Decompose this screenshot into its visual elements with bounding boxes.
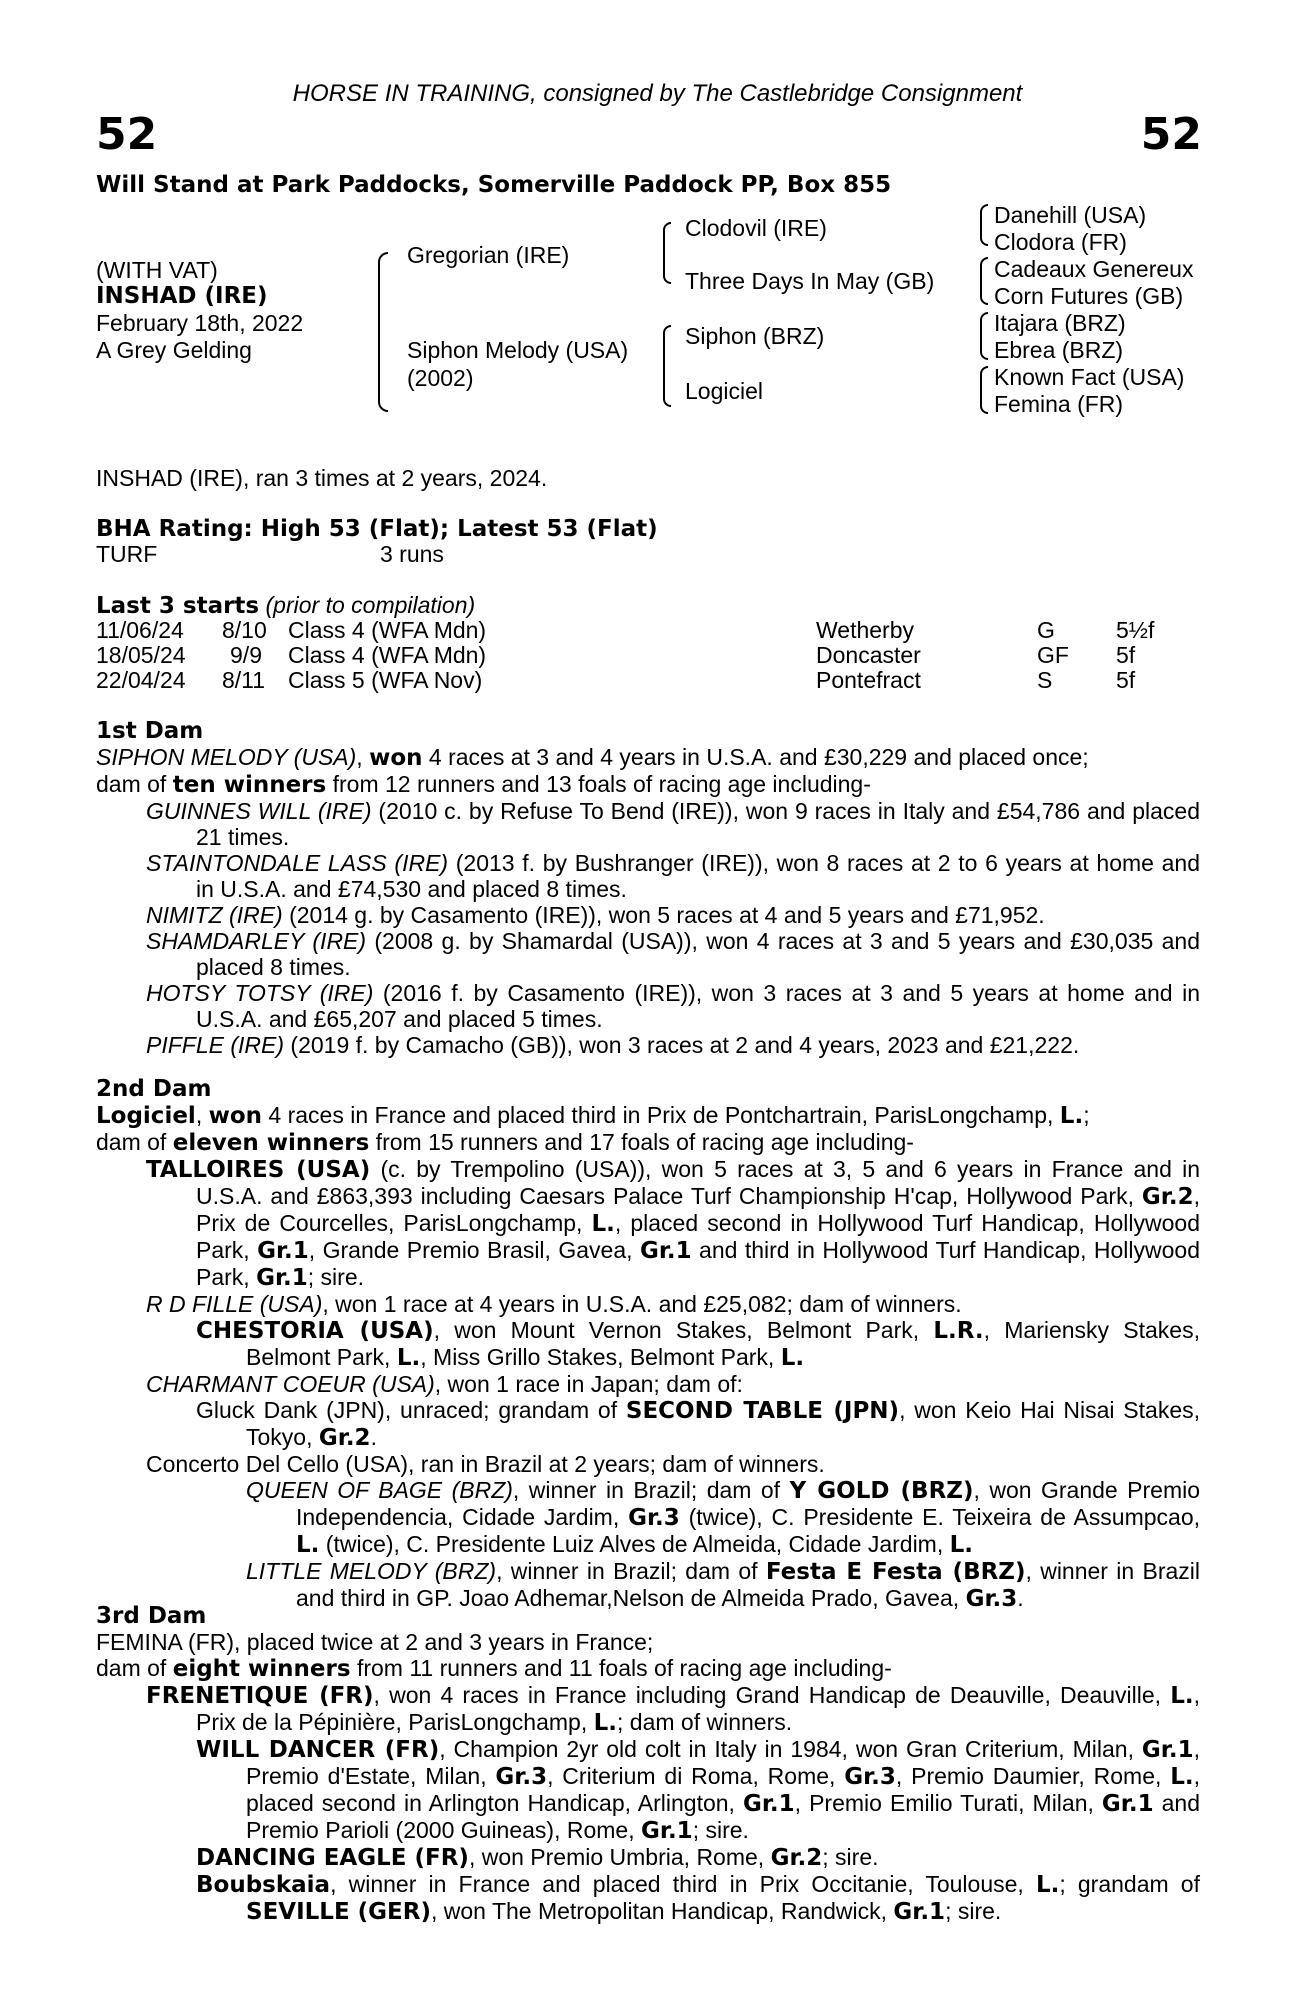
gen4-4: Corn Futures (GB) xyxy=(994,283,1184,309)
dam: Siphon Melody (USA) xyxy=(407,337,629,363)
progeny-item: GUINNES WILL (IRE) (2010 c. by Refuse To Bend (IRE)), won 9 races in Italy and £54,786 and placed 21 times. xyxy=(146,797,1200,850)
start-course: Wetherby xyxy=(816,617,915,643)
progeny-item: Boubskaia, winner in France and placed third in Prix Occitanie, Toulouse, L.; grandam of SEVILLE (GER), won The Metropolitan Handicap, Randwick, Gr.1; sire. xyxy=(196,1870,1200,1925)
last-starts-note: (prior to compilation) xyxy=(265,592,476,618)
start-course: Doncaster xyxy=(816,642,921,668)
gen4-5: Itajara (BRZ) xyxy=(994,310,1126,336)
progeny-item: FRENETIQUE (FR), won 4 races in France including Grand Handicap de Deauville, Deauville, L., Prix de la Pépinière, ParisLongchamp, L.; dam of winners. xyxy=(146,1681,1201,1736)
progeny-item: SHAMDARLEY (IRE) (2008 g. by Shamardal (USA)), won 4 races at 3 and 5 years and £30,035 and placed 8 times. xyxy=(146,927,1200,980)
stand-location: Will Stand at Park Paddocks, Somerville Paddock PP, Box 855 xyxy=(96,172,892,198)
rating-runs: 3 runs xyxy=(380,541,444,567)
gen4-7: Known Fact (USA) xyxy=(994,364,1185,390)
second-dam-intro: Logiciel, won 4 races in France and placed third in Prix de Pontchartrain, ParisLongchamp, L.; xyxy=(96,1101,1090,1129)
brace-gen4-3 xyxy=(980,312,988,360)
first-dam-heading: 1st Dam xyxy=(96,718,204,744)
start-distance: 5f xyxy=(1116,667,1136,693)
progeny-item: NIMITZ (IRE) (2014 g. by Casamento (IRE)), won 5 races at 4 and 5 years and £71,952. xyxy=(146,901,1045,928)
progeny-item: Gluck Dank (JPN), unraced; grandam of SECOND TABLE (JPN), won Keio Hai Nisai Stakes, Tokyo, Gr.2. xyxy=(196,1396,1200,1451)
rating-title: BHA Rating: High 53 (Flat); Latest 53 (Flat) xyxy=(96,516,658,542)
race-summary: INSHAD (IRE), ran 3 times at 2 years, 2024. xyxy=(96,465,548,491)
first-dam-intro: SIPHON MELODY (USA), won 4 races at 3 and 4 years in U.S.A. and £30,229 and placed once; xyxy=(96,743,1089,771)
dam-year: (2002) xyxy=(407,365,474,391)
start-distance: 5f xyxy=(1116,642,1136,668)
brace-gen4-4 xyxy=(980,366,988,414)
start-position: 8/11 xyxy=(222,667,266,693)
third-dam-heading: 3rd Dam xyxy=(96,1603,207,1629)
horse-foaled: February 18th, 2022 xyxy=(96,310,304,336)
brace-gen3-top xyxy=(663,222,671,284)
last-starts-title-line xyxy=(96,592,475,619)
start-class: Class 4 (WFA Mdn) xyxy=(288,642,487,668)
gen4-2: Clodora (FR) xyxy=(994,229,1127,255)
start-date: 22/04/24 xyxy=(96,667,186,693)
start-going: G xyxy=(1037,617,1055,643)
progeny-item: CHESTORIA (USA), won Mount Vernon Stakes, Belmont Park, L.R., Mariensky Stakes, Belmont Park, L., Miss Grillo Stakes, Belmont Park, L. xyxy=(196,1316,1200,1371)
third-dam-produce: dam of eight winners from 11 runners and 11 foals of racing age including- xyxy=(96,1654,892,1682)
gen4-6: Ebrea (BRZ) xyxy=(994,337,1124,363)
progeny-item: QUEEN OF BAGE (BRZ), winner in Brazil; dam of Y GOLD (BRZ), won Grande Premio Independencia, Cidade Jardim, Gr.3 (twice), C. Presidente E. Teixeira de Assumpcao, L. (twice), C. Presidente Luiz Alves de Almeida, Cidade Jardim, L. xyxy=(246,1476,1201,1558)
progeny-item: LITTLE MELODY (BRZ), winner in Brazil; dam of Festa E Festa (BRZ), winner in Brazil and third in GP. Joao Adhemar,Nelson de Almeida Prado, Gavea, Gr.3. xyxy=(246,1557,1201,1612)
dam-sire: Siphon (BRZ) xyxy=(685,323,825,349)
second-dam-heading: 2nd Dam xyxy=(96,1076,212,1102)
table-row xyxy=(96,617,1196,642)
gen4-1: Danehill (USA) xyxy=(994,202,1147,228)
start-position: 9/9 xyxy=(230,642,262,668)
lot-number-left: 52 xyxy=(96,109,158,160)
brace-gen4-2 xyxy=(980,257,988,305)
lot-number-right: 52 xyxy=(1140,109,1202,160)
progeny-item: STAINTONDALE LASS (IRE) (2013 f. by Bushranger (IRE)), won 8 races at 2 to 6 years at home and in U.S.A. and £74,530 and placed 8 times. xyxy=(146,849,1200,902)
start-position: 8/10 xyxy=(222,617,267,643)
horse-description: A Grey Gelding xyxy=(96,337,252,363)
second-dam-produce: dam of eleven winners from 15 runners and 17 foals of racing age including- xyxy=(96,1128,914,1156)
progeny-item: TALLOIRES (USA) (c. by Trempolino (USA)), won 5 races at 3, 5 and 6 years in France and in U.S.A. and £863,393 including Caesars Palace Turf Championship H'cap, Hollywood Park, Gr.2, Prix de Courcelles, ParisLongchamp, L., placed second in Hollywood Turf Handicap, Hollywood Park, Gr.1, Grande Premio Brasil, Gavea, Gr.1 and third in Hollywood Turf Handicap, Hollywood Park, Gr.1; sire. xyxy=(146,1155,1201,1291)
brace-sire-dam xyxy=(378,252,388,412)
brace-gen3-bottom xyxy=(663,325,671,407)
progeny-item: Concerto Del Cello (USA), ran in Brazil at 2 years; dam of winners. xyxy=(146,1450,825,1477)
progeny-item: R D FILLE (USA), won 1 race at 4 years in U.S.A. and £25,082; dam of winners. xyxy=(146,1290,962,1317)
progeny-item: PIFFLE (IRE) (2019 f. by Camacho (GB)), won 3 races at 2 and 4 years, 2023 and £21,222. xyxy=(146,1031,1080,1058)
catalogue-header: HORSE IN TRAINING, consigned by The Castlebridge Consignment xyxy=(292,80,1023,107)
start-date: 11/06/24 xyxy=(96,617,184,643)
third-dam-intro: FEMINA (FR), placed twice at 2 and 3 years in France; xyxy=(96,1628,654,1655)
dam-dam: Logiciel xyxy=(685,378,763,404)
progeny-item: DANCING EAGLE (FR), won Premio Umbria, Rome, Gr.2; sire. xyxy=(196,1843,879,1871)
table-row xyxy=(96,667,1196,692)
progeny-item: HOTSY TOTSY (IRE) (2016 f. by Casamento (IRE)), won 3 races at 3 and 5 years at home and in U.S.A. and £65,207 and placed 5 times. xyxy=(146,979,1200,1032)
first-dam-section xyxy=(96,718,1200,1058)
progeny-item: CHARMANT COEUR (USA), won 1 race in Japan; dam of: xyxy=(146,1370,743,1397)
start-class: Class 4 (WFA Mdn) xyxy=(288,617,487,643)
brace-gen4-1 xyxy=(980,204,988,246)
rating-surface: TURF xyxy=(96,541,158,567)
horse-vat: (WITH VAT) xyxy=(96,257,218,283)
start-going: S xyxy=(1037,667,1053,693)
last-starts-title: Last 3 starts xyxy=(96,593,260,619)
gen4-3: Cadeaux Genereux xyxy=(994,256,1194,282)
last-starts-table xyxy=(96,617,1196,692)
start-going: GF xyxy=(1037,642,1069,668)
third-dam-section xyxy=(96,1603,1200,1925)
sire-dam: Three Days In May (GB) xyxy=(685,268,935,294)
sire: Gregorian (IRE) xyxy=(407,242,570,268)
start-course: Pontefract xyxy=(816,667,921,693)
first-dam-produce: dam of ten winners from 12 runners and 13 foals of racing age including- xyxy=(96,770,871,798)
start-distance: 5½f xyxy=(1116,617,1155,643)
gen4-8: Femina (FR) xyxy=(994,391,1124,417)
second-dam-section xyxy=(96,1076,1200,1612)
table-row xyxy=(96,642,1196,667)
horse-name: INSHAD (IRE) xyxy=(96,283,268,309)
sire-sire: Clodovil (IRE) xyxy=(685,215,827,241)
start-class: Class 5 (WFA Nov) xyxy=(288,667,483,693)
start-date: 18/05/24 xyxy=(96,642,186,668)
progeny-item: WILL DANCER (FR), Champion 2yr old colt in Italy in 1984, won Gran Criterium, Milan, Gr.1, Premio d'Estate, Milan, Gr.3, Criterium di Roma, Rome, Gr.3, Premio Daumier, Rome, L., placed second in Arlington Handicap, Arlington, Gr.1, Premio Emilio Turati, Milan, Gr.1 and Premio Parioli (2000 Guineas), Rome, Gr.1; sire. xyxy=(196,1735,1200,1844)
